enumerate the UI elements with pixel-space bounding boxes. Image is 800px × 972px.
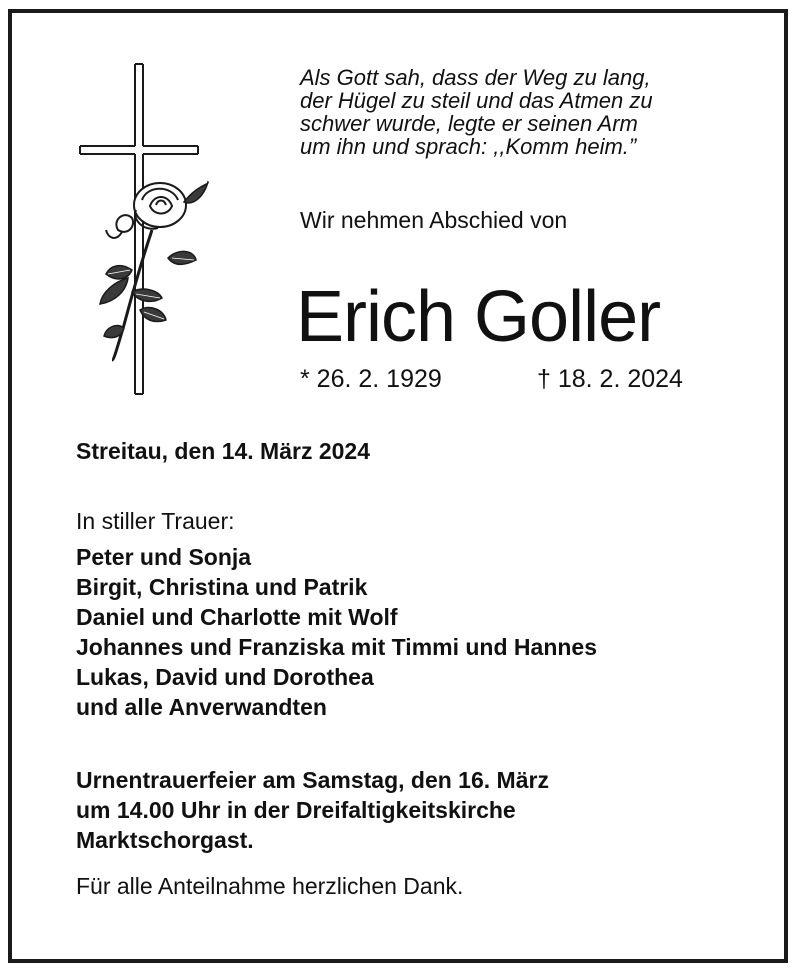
death-date: † 18. 2. 2024 — [537, 365, 683, 393]
mourner-item: Johannes und Franziska mit Timmi und Hannes — [76, 634, 598, 660]
quote-line: schwer wurde, legte er seinen Arm — [300, 111, 638, 136]
mourning-label: In stiller Trauer: — [76, 508, 235, 534]
quote-line: um ihn und sprach: ,,Komm heim.” — [300, 134, 637, 159]
mourner-item: Peter und Sonja — [76, 544, 252, 570]
quote-line: der Hügel zu steil und das Atmen zu — [300, 88, 653, 113]
thanks-note: Für alle Anteilnahme herzlichen Dank. — [76, 873, 464, 899]
mourner-item: Daniel und Charlotte mit Wolf — [76, 604, 398, 630]
service-info — [76, 765, 549, 855]
place-date: Streitau, den 14. März 2024 — [76, 438, 371, 464]
service-line: Marktschorgast. — [76, 827, 254, 853]
mourner-item: und alle Anverwandten — [76, 694, 327, 720]
mourner-item: Lukas, David und Dorothea — [76, 664, 374, 690]
service-line: um 14.00 Uhr in der Dreifaltigkeitskirche — [76, 797, 516, 823]
quote — [300, 66, 760, 158]
deceased-name: Erich Goller — [296, 277, 661, 357]
farewell-intro: Wir nehmen Abschied von — [300, 207, 568, 233]
cross-rose-icon — [72, 60, 222, 400]
quote-line: Als Gott sah, dass der Weg zu lang, — [300, 65, 651, 90]
service-line: Urnentrauerfeier am Samstag, den 16. März — [76, 767, 549, 793]
mourner-item: Birgit, Christina und Patrik — [76, 574, 368, 600]
birth-date: * 26. 2. 1929 — [300, 365, 442, 393]
mourners-list — [76, 542, 597, 722]
